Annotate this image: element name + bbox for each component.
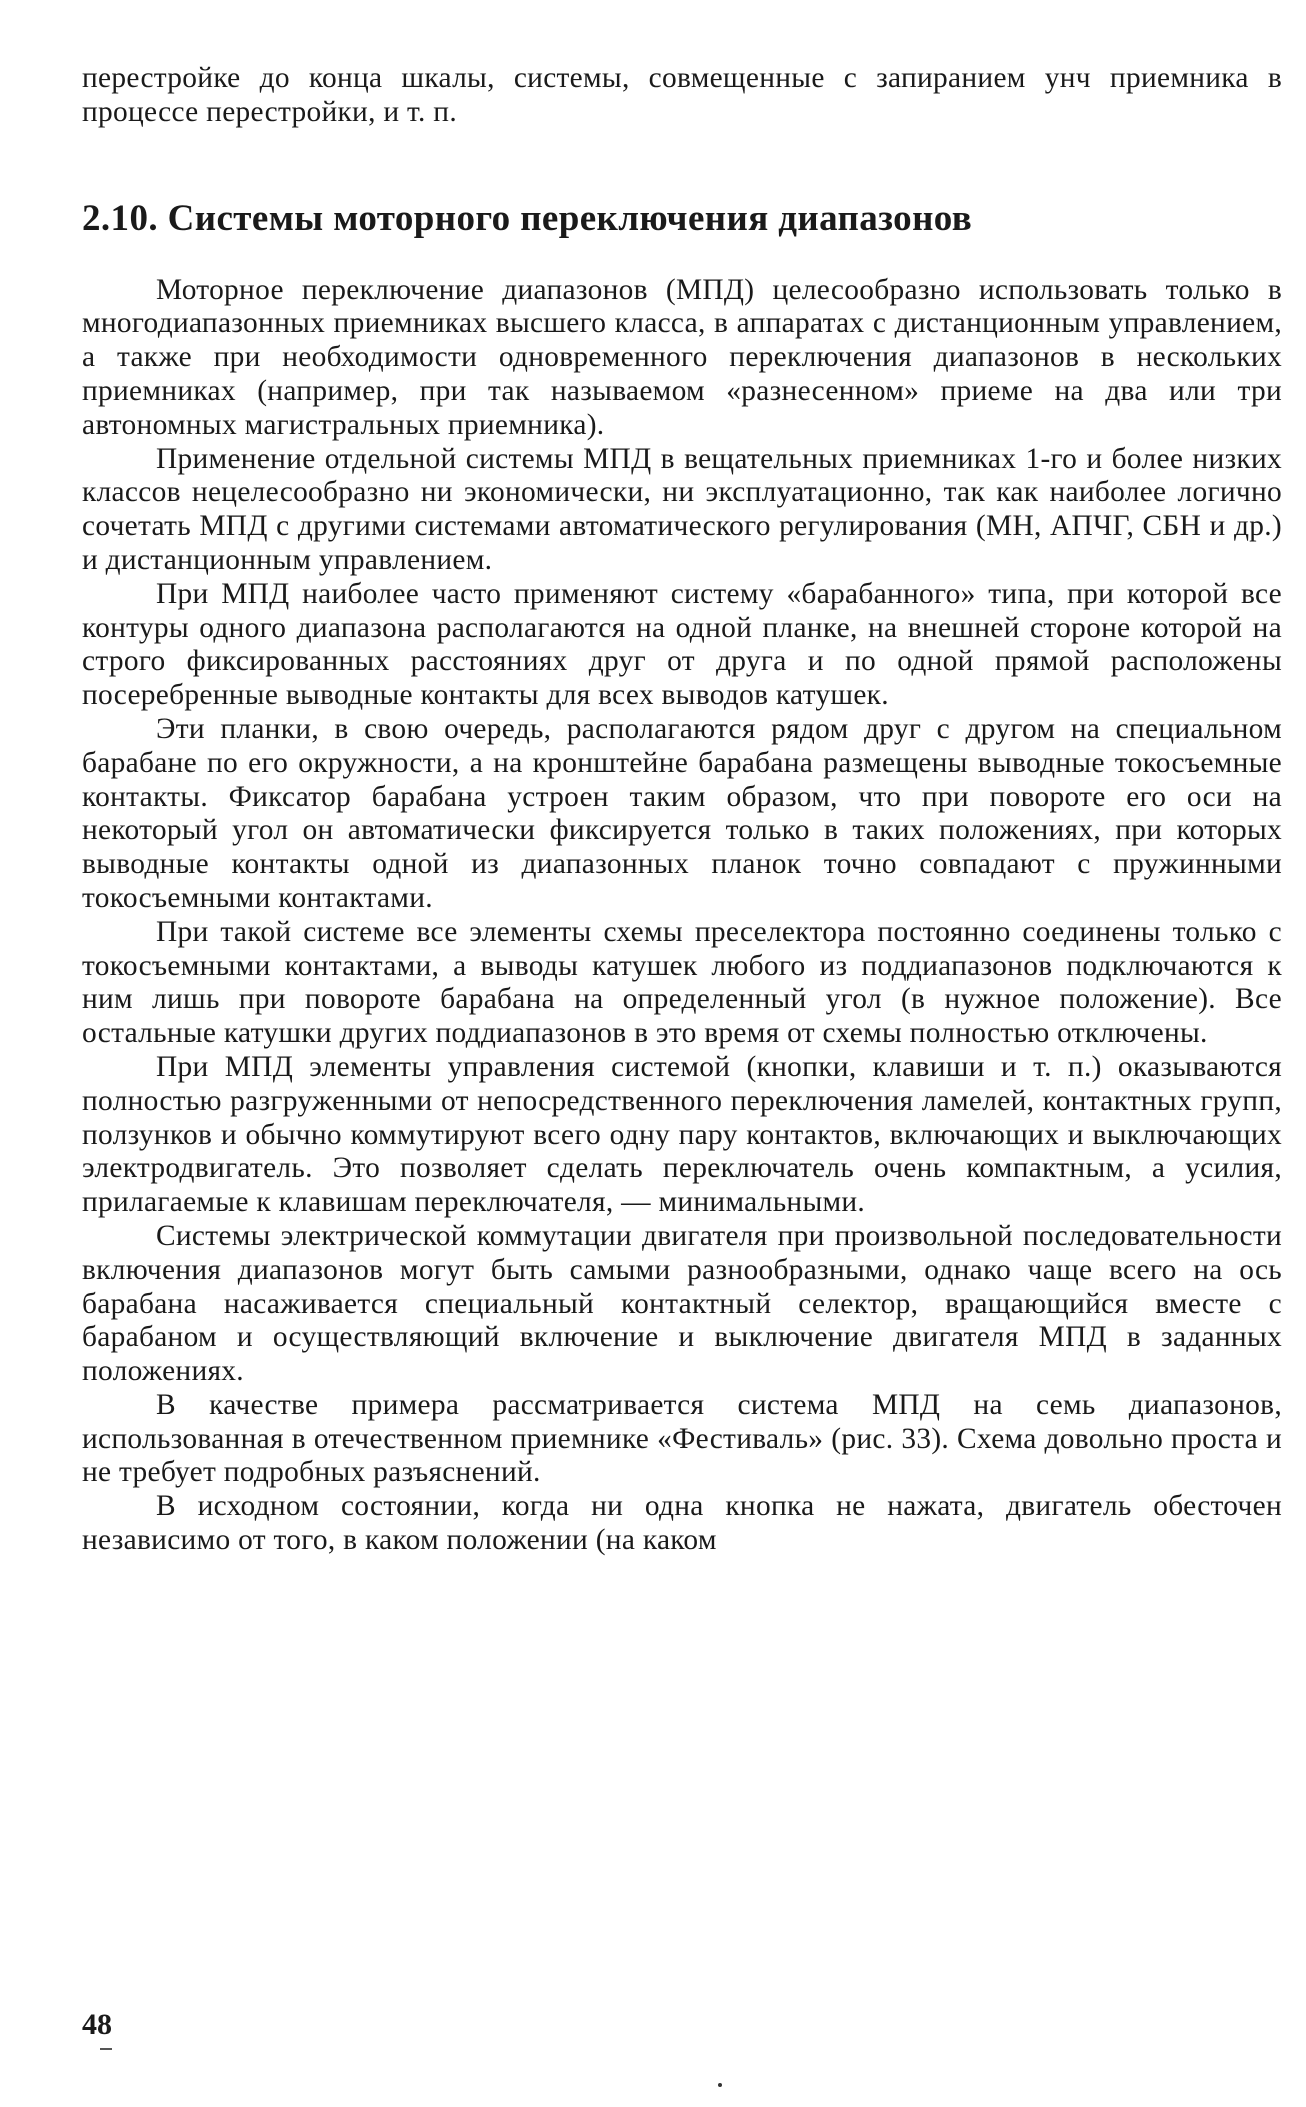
paragraph-1: Моторное переключение диапазонов (МПД) целесообразно использовать только в многодиапазонных приемниках высшего класса, в аппаратах с дистанционным управлением, а также при необходимости одновременного переключения диапазонов в нескольких приемниках (например, при так называемом «разнесенном» приеме на два или три автономных магистральных приемника). — [82, 273, 1282, 441]
paragraph-8: В качестве примера рассматривается система МПД на семь диапазонов, использованная в отечественном приемнике «Фестиваль» (рис. 33). Схема довольно проста и не требует подробных разъяснений. — [82, 1388, 1282, 1489]
intro-paragraph: перестройке до конца шкалы, системы, совмещенные с запиранием унч приемника в процессе перестройки, и т. п. — [82, 62, 1282, 128]
page-number: 48 — [82, 2008, 112, 2041]
paragraph-7: Системы электрической коммутации двигателя при произвольной последовательности включения диапазонов могут быть самыми разнообразными, однако чаще всего на ось барабана насаживается специальный контактный селектор, вращающийся вместе с барабаном и осуществляющий включение и выключение двигателя МПД в заданных положениях. — [82, 1219, 1282, 1388]
page-number-underline — [100, 2048, 112, 2050]
paragraph-4: Эти планки, в свою очередь, располагаются рядом друг с другом на специальном барабане по его окружности, а на кронштейне барабана размещены выводные токосъемные контакты. Фиксатор барабана устроен таким образом, что при повороте его оси на некоторый угол он автоматически фиксируется только в таких положениях, при которых выводные контакты одной из диапазонных планок точно совпадают с пружинными токосъемными контактами. — [82, 712, 1282, 914]
section-heading-text: 2.10. Системы моторного переключения диапазонов — [82, 197, 973, 239]
paragraph-5: При такой системе все элементы схемы преселектора постоянно соединены только с токосъемными контактами, а выводы катушек любого из поддиапазонов подключаются к ним лишь при повороте барабана на определенный угол (в нужное положение). Все остальные катушки других поддиапазонов в это время от схемы полностью отключены. — [82, 915, 1282, 1050]
paragraph-2: Применение отдельной системы МПД в вещательных приемниках 1-го и более низких классов нецелесообразно ни экономически, ни эксплуатационно, так как наиболее логично сочетать МПД с другими системами автоматического регулирования (МН, АПЧГ, СБН и др.) и дистанционным управлением. — [82, 442, 1282, 576]
paragraph-6: При МПД элементы управления системой (кнопки, клавиши и т. п.) оказываются полностью разгруженными от непосредственного переключения ламелей, контактных групп, ползунков и обычно коммутируют всего одну пару контактов, включающих и выключающих электродвигатель. Это позволяет сделать переключатель очень компактным, а усилия, прилагаемые к клавишам переключателя, — минимальными. — [82, 1050, 1282, 1219]
page-body — [82, 62, 1282, 1558]
paragraph-9: В исходном состоянии, когда ни одна кнопка не нажата, двигатель обесточен независимо от того, в каком положении (на каком — [82, 1490, 1282, 1557]
paragraph-3: При МПД наиболее часто применяют систему «барабанного» типа, при которой все контуры одного диапазона располагаются на одной планке, на внешней стороне которой на строго фиксированных расстояниях друг от друга и по одной прямой расположены посеребренные выводные контакты для всех выводов катушек. — [82, 577, 1282, 712]
print-speck — [718, 2083, 722, 2087]
section-heading — [82, 198, 1282, 240]
